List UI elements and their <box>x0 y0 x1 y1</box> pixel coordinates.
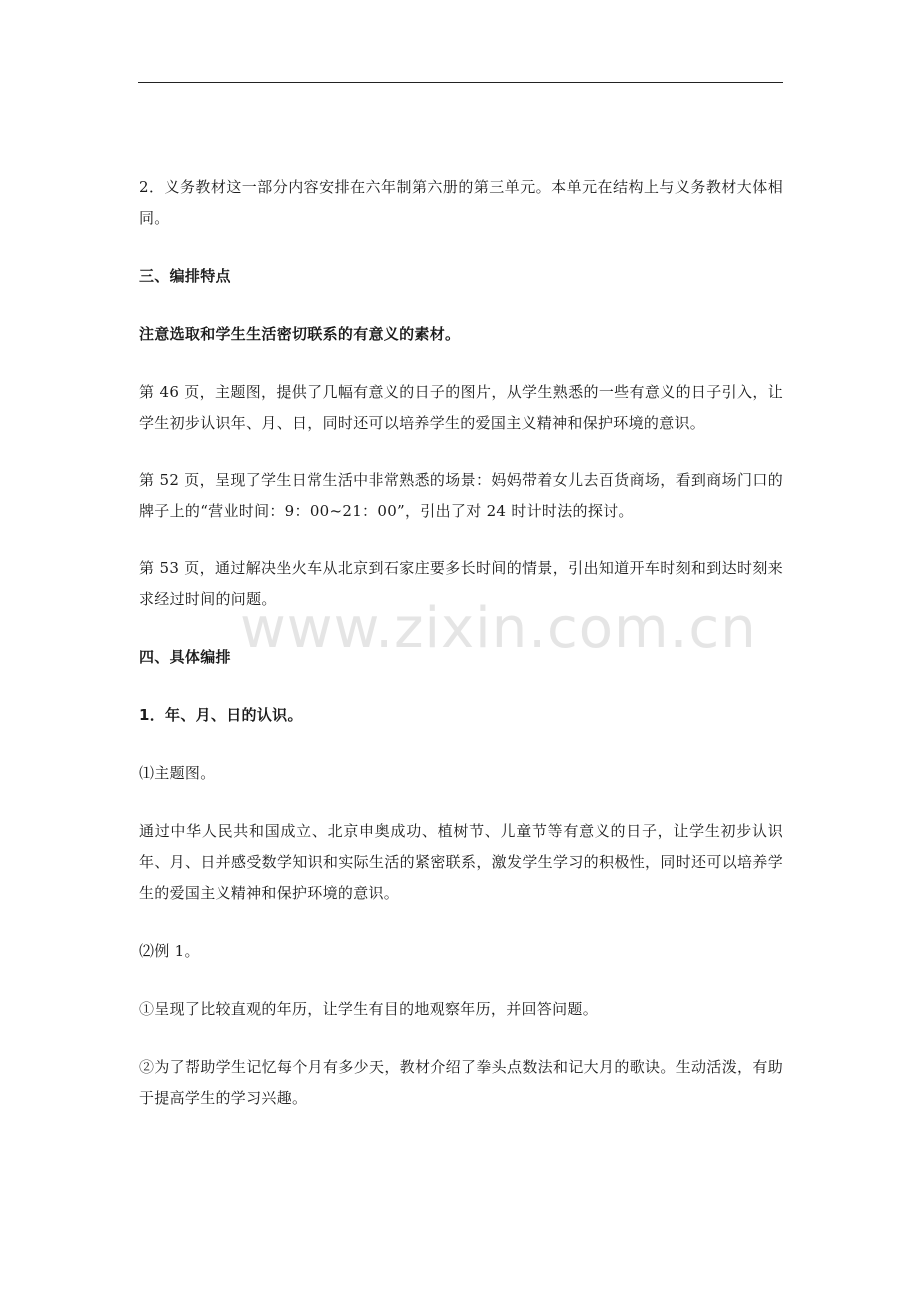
paragraph-point-2: ②为了帮助学生记忆每个月有多少天，教材介绍了拳头点数法和记大月的歌诀。生动活泼，有助于提高学生的学习兴趣。 <box>139 1058 783 1107</box>
section-heading-3: 三、编排特点 <box>139 267 231 285</box>
item-theme-image: ⑴主题图。 <box>139 764 216 782</box>
header-rule <box>138 82 783 83</box>
watermark: www.zixin.com.cn <box>240 596 757 661</box>
paragraph-1: 2．义务教材这一部分内容安排在六年制第六册的第三单元。本单元在结构上与义务教材大体相同。 <box>139 178 783 227</box>
subheading-material: 注意选取和学生生活密切联系的有意义的素材。 <box>139 325 461 343</box>
item-example-1: ⑵例 1。 <box>139 942 200 960</box>
paragraph-page52: 第 52 页，呈现了学生日常生活中非常熟悉的场景：妈妈带着女儿去百货商场，看到商场门口的牌子上的“营业时间：9：00~21：00”，引出了对 24 时计时法的探讨。 <box>139 471 783 520</box>
paragraph-theme-desc: 通过中华人民共和国成立、北京申奥成功、植树节、儿童节等有意义的日子，让学生初步认识年、月、日并感受数学知识和实际生活的紧密联系，激发学生学习的积极性，同时还可以培养学生的爱国主义精神和保护环境的意识。 <box>139 822 783 902</box>
paragraph-page53: 第 53 页，通过解决坐火车从北京到石家庄要多长时间的情景，引出知道开车时刻和到达时刻来求经过时间的问题。 <box>139 559 783 608</box>
paragraph-page46: 第 46 页，主题图，提供了几幅有意义的日子的图片，从学生熟悉的一些有意义的日子引入，让学生初步认识年、月、日，同时还可以培养学生的爱国主义精神和保护环境的意识。 <box>139 383 783 432</box>
document-body <box>139 172 783 1114</box>
paragraph-point-1: ①呈现了比较直观的年历，让学生有目的地观察年历，并回答问题。 <box>139 1000 599 1018</box>
subheading-ymd: 1．年、月、日的认识。 <box>139 706 303 724</box>
section-heading-4: 四、具体编排 <box>139 648 231 666</box>
